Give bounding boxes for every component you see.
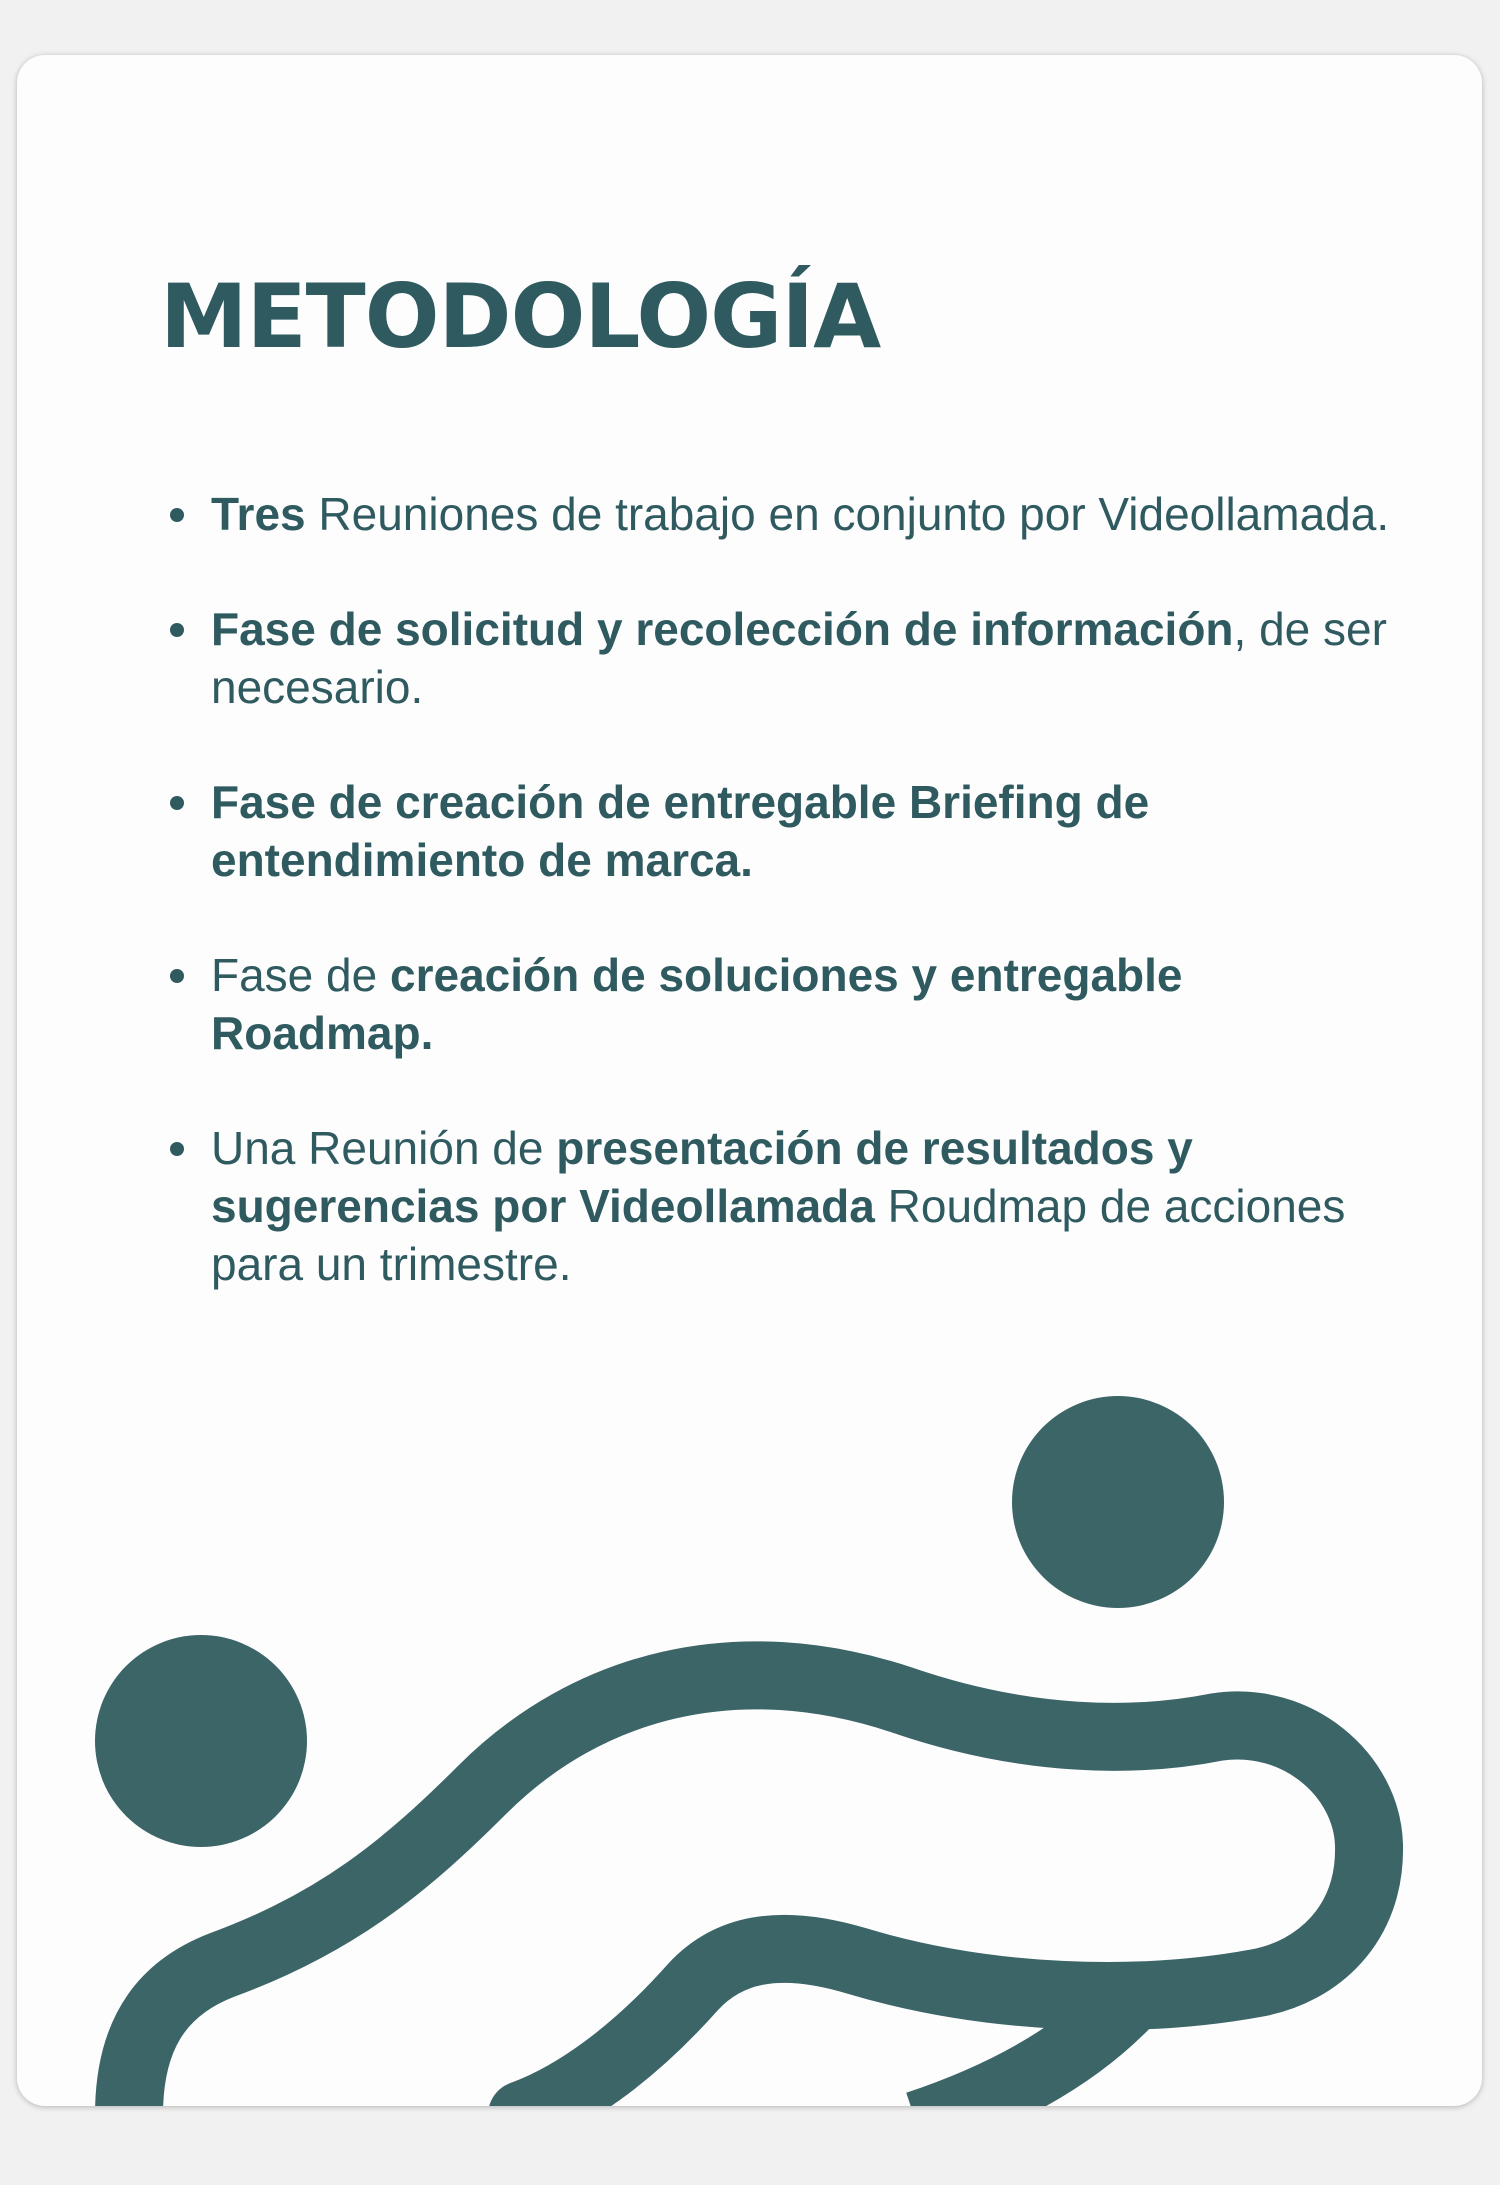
- item-bold-text: Fase de solicitud y recolección de información: [211, 603, 1234, 655]
- item-bold-text: Tres: [211, 488, 306, 540]
- item-bold-text: Fase de creación de entregable Briefing de entendimiento de marca.: [211, 776, 1150, 886]
- item-bold-text: presentación de resultados y sugerencias por Videollamada: [211, 1122, 1193, 1232]
- item-text: , de ser necesario.: [211, 603, 1387, 713]
- page-title: METODOLOGÍA: [160, 265, 881, 368]
- item-text: Fase de: [211, 949, 390, 1001]
- content-card: [17, 55, 1482, 2106]
- item-text: Roudmap de acciones para un trimestre.: [211, 1180, 1346, 1290]
- decorative-illustration: [17, 55, 1482, 2106]
- item-text: Una Reunión de: [211, 1122, 557, 1174]
- decor-circle-right: [1012, 1396, 1224, 1608]
- decor-swoosh: [129, 1675, 1369, 2106]
- item-text: Reuniones de trabajo en conjunto por Videollamada.: [305, 488, 1390, 540]
- item-bold-text: creación de soluciones y entregable Roadmap.: [211, 949, 1183, 1059]
- decor-circle-left: [95, 1635, 307, 1847]
